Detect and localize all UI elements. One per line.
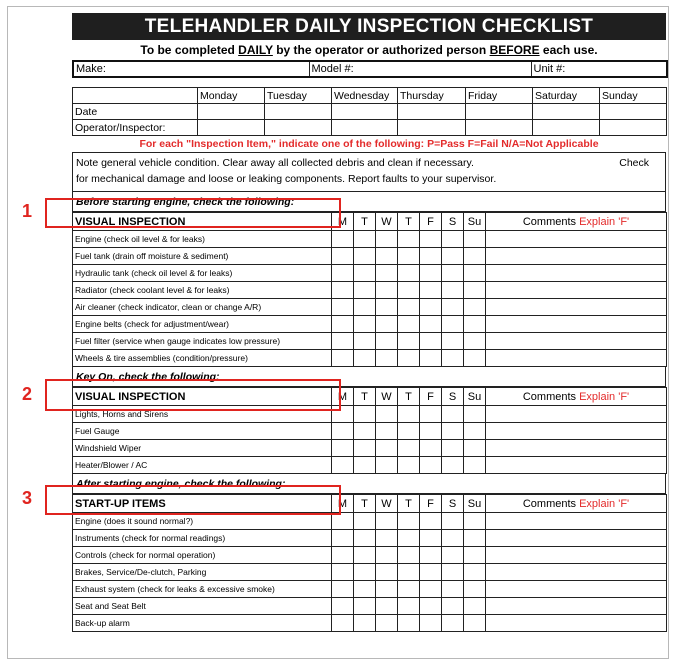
check-cell[interactable] <box>420 564 442 581</box>
check-cell[interactable] <box>354 299 376 316</box>
note-check: Check <box>619 157 649 169</box>
table-row <box>73 265 667 282</box>
day-column-header: Su <box>464 213 486 231</box>
day-saturday: Saturday <box>533 88 600 104</box>
check-cell[interactable] <box>464 513 486 530</box>
check-cell[interactable] <box>464 231 486 248</box>
check-cell[interactable] <box>354 333 376 350</box>
table-row <box>73 581 667 598</box>
check-cell[interactable] <box>464 406 486 423</box>
check-cell[interactable] <box>332 248 354 265</box>
check-cell[interactable] <box>398 530 420 547</box>
check-cell[interactable] <box>354 598 376 615</box>
check-cell[interactable] <box>354 406 376 423</box>
inspection-item-label: Hydraulic tank (check oil level & for leaks) <box>73 265 332 282</box>
check-cell[interactable] <box>398 350 420 367</box>
check-cell[interactable] <box>398 333 420 350</box>
check-cell[interactable] <box>398 598 420 615</box>
check-cell[interactable] <box>442 457 464 474</box>
check-cell[interactable] <box>354 423 376 440</box>
check-cell[interactable] <box>354 457 376 474</box>
table-row <box>73 350 667 367</box>
check-cell[interactable] <box>398 440 420 457</box>
check-cell[interactable] <box>332 282 354 299</box>
table-row <box>73 457 667 474</box>
check-cell[interactable] <box>332 530 354 547</box>
inspection-item-label: Air cleaner (check indicator, clean or change A/R) <box>73 299 332 316</box>
inspection-item-label: Windshield Wiper <box>73 440 332 457</box>
explain-label: Explain 'F' <box>579 390 630 403</box>
inspection-item-label: Heater/Blower / AC <box>73 457 332 474</box>
check-cell[interactable] <box>332 547 354 564</box>
subtitle-daily: DAILY <box>238 43 273 57</box>
check-cell[interactable] <box>354 265 376 282</box>
check-cell[interactable] <box>376 423 398 440</box>
check-cell[interactable] <box>332 581 354 598</box>
check-cell[interactable] <box>376 231 398 248</box>
comment-cell[interactable] <box>486 350 667 367</box>
day-column-header: S <box>442 388 464 406</box>
check-cell[interactable] <box>332 265 354 282</box>
day-column-header: W <box>376 388 398 406</box>
check-cell[interactable] <box>464 457 486 474</box>
inspection-item-label: Fuel tank (drain off moisture & sediment) <box>73 248 332 265</box>
date-row <box>73 104 667 120</box>
check-cell[interactable] <box>420 423 442 440</box>
inspection-item-label: Fuel filter (service when gauge indicates low pressure) <box>73 333 332 350</box>
table-row <box>73 248 667 265</box>
check-cell[interactable] <box>464 299 486 316</box>
section-header: VISUAL INSPECTION <box>73 388 332 406</box>
check-cell[interactable] <box>420 581 442 598</box>
check-cell[interactable] <box>332 231 354 248</box>
check-cell[interactable] <box>442 615 464 632</box>
comment-cell[interactable] <box>486 564 667 581</box>
check-cell[interactable] <box>354 248 376 265</box>
check-cell[interactable] <box>464 423 486 440</box>
check-cell[interactable] <box>354 581 376 598</box>
date-label: Date <box>73 104 198 120</box>
table-row <box>73 316 667 333</box>
model-field[interactable]: Model #: <box>309 61 531 77</box>
check-cell[interactable] <box>398 248 420 265</box>
check-cell[interactable] <box>332 598 354 615</box>
check-cell[interactable] <box>332 564 354 581</box>
check-cell[interactable] <box>398 564 420 581</box>
weekday-table <box>72 87 667 136</box>
comments-header <box>486 213 667 231</box>
callout-number-2: 2 <box>22 384 33 404</box>
check-cell[interactable] <box>420 231 442 248</box>
section-title: After starting engine, check the following: <box>72 474 666 494</box>
day-monday: Monday <box>198 88 265 104</box>
check-cell[interactable] <box>420 333 442 350</box>
check-cell[interactable] <box>332 299 354 316</box>
check-cell[interactable] <box>442 564 464 581</box>
table-row <box>73 333 667 350</box>
inspection-item-label: Exhaust system (check for leaks & excessive smoke) <box>73 581 332 598</box>
comment-cell[interactable] <box>486 513 667 530</box>
table-row <box>73 530 667 547</box>
check-cell[interactable] <box>420 316 442 333</box>
day-sunday: Sunday <box>600 88 667 104</box>
comment-cell[interactable] <box>486 265 667 282</box>
inspection-item-label: Fuel Gauge <box>73 423 332 440</box>
check-cell[interactable] <box>332 333 354 350</box>
day-tuesday: Tuesday <box>265 88 332 104</box>
check-cell[interactable] <box>442 350 464 367</box>
check-cell[interactable] <box>354 513 376 530</box>
checklist-page <box>72 13 666 632</box>
check-cell[interactable] <box>442 530 464 547</box>
day-column-header: W <box>376 213 398 231</box>
comments-header <box>486 495 667 513</box>
explain-label: Explain 'F' <box>579 215 630 228</box>
inspection-sections <box>72 192 666 632</box>
table-row <box>73 231 667 248</box>
check-cell[interactable] <box>420 615 442 632</box>
comment-cell[interactable] <box>486 299 667 316</box>
day-column-header: S <box>442 495 464 513</box>
comment-cell[interactable] <box>486 598 667 615</box>
check-cell[interactable] <box>376 248 398 265</box>
inspection-item-label: Engine belts (check for adjustment/wear) <box>73 316 332 333</box>
check-cell[interactable] <box>442 440 464 457</box>
check-cell[interactable] <box>464 547 486 564</box>
check-cell[interactable] <box>376 615 398 632</box>
check-cell[interactable] <box>376 350 398 367</box>
check-cell[interactable] <box>420 406 442 423</box>
subtitle-post: each use. <box>539 43 598 57</box>
check-cell[interactable] <box>464 333 486 350</box>
check-cell[interactable] <box>442 299 464 316</box>
day-column-header: T <box>398 213 420 231</box>
page-title: TELEHANDLER DAILY INSPECTION CHECKLIST <box>72 13 666 40</box>
day-column-header: T <box>398 495 420 513</box>
table-row <box>73 547 667 564</box>
comments-label: Comments <box>522 497 577 510</box>
section-title: Before starting engine, check the following: <box>72 192 666 212</box>
check-cell[interactable] <box>420 265 442 282</box>
check-cell[interactable] <box>332 457 354 474</box>
comment-cell[interactable] <box>486 615 667 632</box>
day-column-header: F <box>420 388 442 406</box>
check-cell[interactable] <box>442 598 464 615</box>
check-cell[interactable] <box>442 547 464 564</box>
check-cell[interactable] <box>398 547 420 564</box>
check-cell[interactable] <box>376 598 398 615</box>
comment-cell[interactable] <box>486 581 667 598</box>
day-friday: Friday <box>466 88 533 104</box>
callout-number-1: 1 <box>22 201 33 221</box>
comment-cell[interactable] <box>486 547 667 564</box>
subtitle-before: BEFORE <box>489 43 540 57</box>
vehicle-info-table <box>72 60 668 78</box>
callout-number-3: 3 <box>22 488 33 508</box>
callout-box-2 <box>45 379 341 411</box>
make-field[interactable]: Make: <box>73 61 309 77</box>
check-cell[interactable] <box>332 440 354 457</box>
check-cell[interactable] <box>442 231 464 248</box>
day-thursday: Thursday <box>398 88 466 104</box>
check-cell[interactable] <box>420 457 442 474</box>
table-row <box>73 423 667 440</box>
explain-label: Explain 'F' <box>579 497 630 510</box>
check-cell[interactable] <box>354 231 376 248</box>
comment-cell[interactable] <box>486 333 667 350</box>
check-cell[interactable] <box>464 316 486 333</box>
check-cell[interactable] <box>464 282 486 299</box>
check-cell[interactable] <box>376 513 398 530</box>
check-cell[interactable] <box>398 299 420 316</box>
operator-row <box>73 120 667 136</box>
table-row <box>73 513 667 530</box>
check-cell[interactable] <box>376 564 398 581</box>
comment-cell[interactable] <box>486 530 667 547</box>
section-title: Key On, check the following: <box>72 367 666 387</box>
day-column-header: M <box>332 213 354 231</box>
subtitle-mid: by the operator or authorized person <box>272 43 490 57</box>
check-cell[interactable] <box>354 316 376 333</box>
check-cell[interactable] <box>398 282 420 299</box>
comment-cell[interactable] <box>486 406 667 423</box>
check-cell[interactable] <box>376 547 398 564</box>
inspection-item-label: Lights, Horns and Sirens <box>73 406 332 423</box>
check-cell[interactable] <box>442 248 464 265</box>
check-cell[interactable] <box>376 530 398 547</box>
check-cell[interactable] <box>442 265 464 282</box>
check-cell[interactable] <box>354 282 376 299</box>
day-column-header: S <box>442 213 464 231</box>
check-cell[interactable] <box>464 615 486 632</box>
check-cell[interactable] <box>398 513 420 530</box>
check-cell[interactable] <box>354 350 376 367</box>
inspection-item-label: Wheels & tire assemblies (condition/pressure) <box>73 350 332 367</box>
table-row <box>73 440 667 457</box>
inspection-item-label: Controls (check for normal operation) <box>73 547 332 564</box>
unit-field[interactable]: Unit #: <box>531 61 667 77</box>
day-column-header: M <box>332 388 354 406</box>
check-cell[interactable] <box>442 333 464 350</box>
comments-header <box>486 388 667 406</box>
check-cell[interactable] <box>442 581 464 598</box>
comment-cell[interactable] <box>486 231 667 248</box>
check-cell[interactable] <box>420 598 442 615</box>
callout-box-1 <box>45 198 341 228</box>
day-column-header: Su <box>464 495 486 513</box>
check-cell[interactable] <box>398 423 420 440</box>
check-cell[interactable] <box>442 282 464 299</box>
day-column-header: T <box>354 213 376 231</box>
check-cell[interactable] <box>376 333 398 350</box>
inspection-item-label: Radiator (check coolant level & for leaks) <box>73 282 332 299</box>
check-cell[interactable] <box>464 440 486 457</box>
check-cell[interactable] <box>442 406 464 423</box>
check-cell[interactable] <box>332 615 354 632</box>
check-cell[interactable] <box>398 316 420 333</box>
check-cell[interactable] <box>332 350 354 367</box>
check-cell[interactable] <box>398 231 420 248</box>
check-cell[interactable] <box>442 513 464 530</box>
note-line-1: Note general vehicle condition. Clear away all collected debris and clean if necessary. <box>76 157 474 169</box>
inspection-item-label: Instruments (check for normal readings) <box>73 530 332 547</box>
check-cell[interactable] <box>442 316 464 333</box>
check-cell[interactable] <box>354 547 376 564</box>
check-cell[interactable] <box>354 530 376 547</box>
check-cell[interactable] <box>464 598 486 615</box>
check-cell[interactable] <box>464 248 486 265</box>
check-cell[interactable] <box>464 564 486 581</box>
check-cell[interactable] <box>354 440 376 457</box>
comments-label: Comments <box>522 215 577 228</box>
inspection-item-label: Engine (does it sound normal?) <box>73 513 332 530</box>
section-header: VISUAL INSPECTION <box>73 213 332 231</box>
comment-cell[interactable] <box>486 440 667 457</box>
inspection-item-label: Seat and Seat Belt <box>73 598 332 615</box>
check-cell[interactable] <box>464 350 486 367</box>
check-cell[interactable] <box>442 423 464 440</box>
subtitle <box>72 40 666 60</box>
day-column-header: T <box>354 495 376 513</box>
callout-box-3 <box>45 485 341 515</box>
check-cell[interactable] <box>420 282 442 299</box>
check-cell[interactable] <box>464 265 486 282</box>
check-cell[interactable] <box>398 457 420 474</box>
comment-cell[interactable] <box>486 457 667 474</box>
day-column-header: T <box>354 388 376 406</box>
check-cell[interactable] <box>398 581 420 598</box>
check-cell[interactable] <box>332 316 354 333</box>
check-cell[interactable] <box>420 299 442 316</box>
comment-cell[interactable] <box>486 282 667 299</box>
day-column-header: F <box>420 213 442 231</box>
check-cell[interactable] <box>354 615 376 632</box>
check-cell[interactable] <box>420 513 442 530</box>
inspection-item-label: Back-up alarm <box>73 615 332 632</box>
comment-cell[interactable] <box>486 248 667 265</box>
check-cell[interactable] <box>376 282 398 299</box>
check-cell[interactable] <box>464 530 486 547</box>
day-column-header: Su <box>464 388 486 406</box>
check-cell[interactable] <box>398 265 420 282</box>
check-cell[interactable] <box>464 581 486 598</box>
comment-cell[interactable] <box>486 423 667 440</box>
comments-label: Comments <box>522 390 577 403</box>
table-row <box>73 299 667 316</box>
general-note <box>72 152 666 192</box>
check-cell[interactable] <box>398 406 420 423</box>
subtitle-pre: To be completed <box>140 43 239 57</box>
note-line-2: for mechanical damage and loose or leaking components. Report faults to your supervisor. <box>76 173 497 185</box>
check-cell[interactable] <box>376 299 398 316</box>
day-wednesday: Wednesday <box>332 88 398 104</box>
check-cell[interactable] <box>420 440 442 457</box>
section-header: START-UP ITEMS <box>73 495 332 513</box>
check-cell[interactable] <box>376 440 398 457</box>
check-cell[interactable] <box>376 316 398 333</box>
check-cell[interactable] <box>376 457 398 474</box>
check-cell[interactable] <box>398 615 420 632</box>
comment-cell[interactable] <box>486 316 667 333</box>
inspection-item-label: Engine (check oil level & for leaks) <box>73 231 332 248</box>
check-cell[interactable] <box>354 564 376 581</box>
table-row <box>73 282 667 299</box>
day-column-header: F <box>420 495 442 513</box>
weekday-header-row <box>73 88 667 104</box>
operator-label: Operator/Inspector: <box>73 120 198 136</box>
check-cell[interactable] <box>376 406 398 423</box>
day-column-header: W <box>376 495 398 513</box>
check-cell[interactable] <box>332 423 354 440</box>
inspection-item-label: Brakes, Service/De-clutch, Parking <box>73 564 332 581</box>
check-cell[interactable] <box>420 547 442 564</box>
check-cell[interactable] <box>420 530 442 547</box>
check-cell[interactable] <box>376 581 398 598</box>
table-row <box>73 615 667 632</box>
check-cell[interactable] <box>376 265 398 282</box>
inspection-table <box>72 212 667 367</box>
check-cell[interactable] <box>420 350 442 367</box>
instruction-text: For each "Inspection Item," indicate one of the following: P=Pass F=Fail N/A=Not Applicable <box>139 138 599 150</box>
check-cell[interactable] <box>332 513 354 530</box>
day-column-header: M <box>332 495 354 513</box>
check-cell[interactable] <box>420 248 442 265</box>
table-row <box>73 598 667 615</box>
day-column-header: T <box>398 388 420 406</box>
table-row <box>73 564 667 581</box>
